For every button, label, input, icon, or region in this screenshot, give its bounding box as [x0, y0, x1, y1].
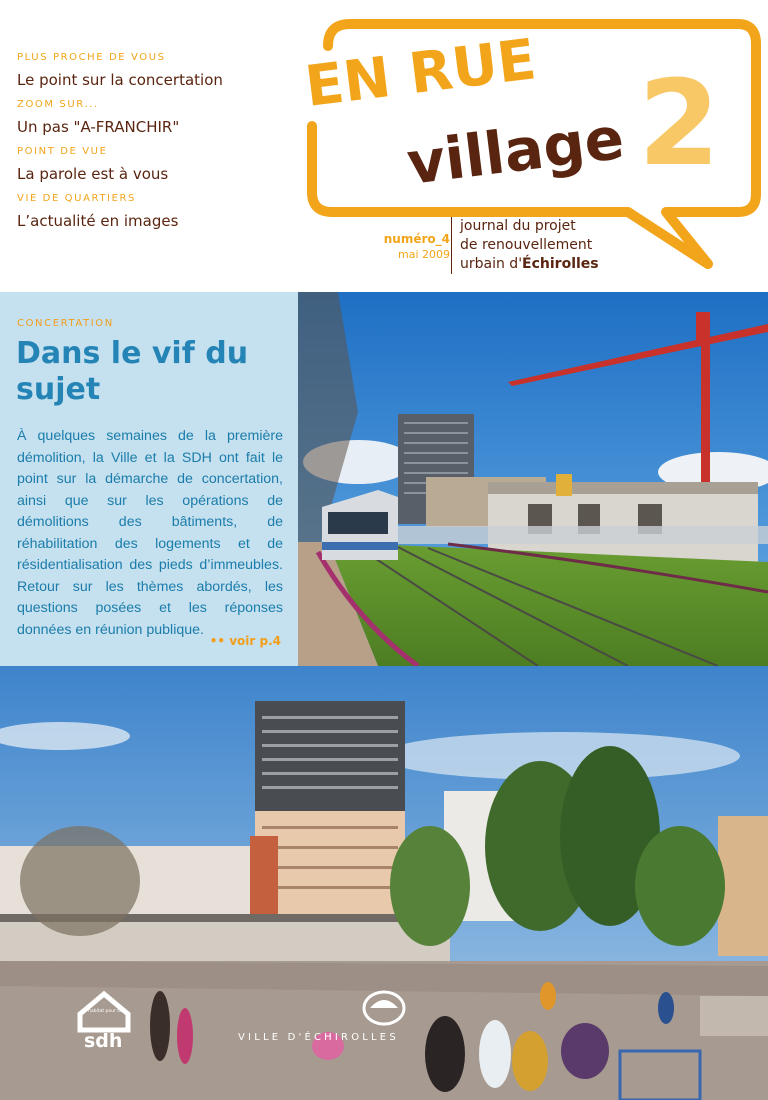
toc-item[interactable] — [17, 193, 297, 232]
lead-title: Dans le vif du sujet — [16, 336, 249, 407]
lead-article — [0, 292, 298, 666]
issue-info — [330, 232, 450, 261]
toc-item[interactable] — [17, 99, 297, 138]
sdh-logo: sdh — [84, 1030, 123, 1052]
table-of-contents — [17, 52, 297, 240]
toc-kicker: VIE DE QUARTIERS — [17, 193, 137, 204]
toc-title: Un pas "A-FRANCHIR" — [17, 118, 180, 136]
tagline-line1: journal du projet — [460, 218, 576, 234]
toc-kicker: ZOOM SUR... — [17, 99, 99, 110]
lead-body: À quelques semaines de la première démolition, la Ville et la SDH ont fait le point sur la démarche de concertation, ainsi que sur les opérations de démolitions des bâtiments, de réhabilitation des logements et de résidentialisation des pieds d’immeubles. Retour sur les thèmes abordés, les questions posées et les réponses données en réunion publique. — [17, 428, 283, 638]
tram-construction-photo — [298, 292, 768, 666]
see-page-link[interactable]: •• voir p.4 — [209, 634, 281, 648]
toc-title: La parole est à vous — [17, 165, 169, 183]
tagline-line2: de renouvellement — [460, 237, 593, 253]
toc-title: Le point sur la concertation — [17, 71, 223, 89]
toc-kicker: POINT DE VUE — [17, 146, 108, 157]
ville-logo: VILLE D'ÉCHIROLLES — [238, 1032, 399, 1043]
toc-item[interactable] — [17, 52, 297, 91]
masthead-number: 2 — [638, 54, 721, 192]
toc-kicker: PLUS PROCHE DE VOUS — [17, 52, 166, 63]
tagline — [451, 217, 599, 274]
issue-number: numéro_4 — [383, 232, 450, 246]
tagline-line3 — [460, 255, 599, 274]
masthead-title-line2: village — [403, 103, 628, 198]
toc-item[interactable] — [17, 146, 297, 185]
toc-title: L’actualité en images — [17, 212, 179, 230]
lead-kicker: CONCERTATION — [17, 318, 114, 329]
header — [0, 0, 768, 292]
masthead-title-line1: EN RUE — [301, 27, 540, 120]
tagline-city: Échirolles — [522, 256, 599, 272]
tagline-prefix: urbain d' — [460, 256, 523, 272]
sdh-small-text: un habitat pour tous — [80, 1009, 128, 1014]
issue-date: mai 2009 — [397, 248, 450, 261]
